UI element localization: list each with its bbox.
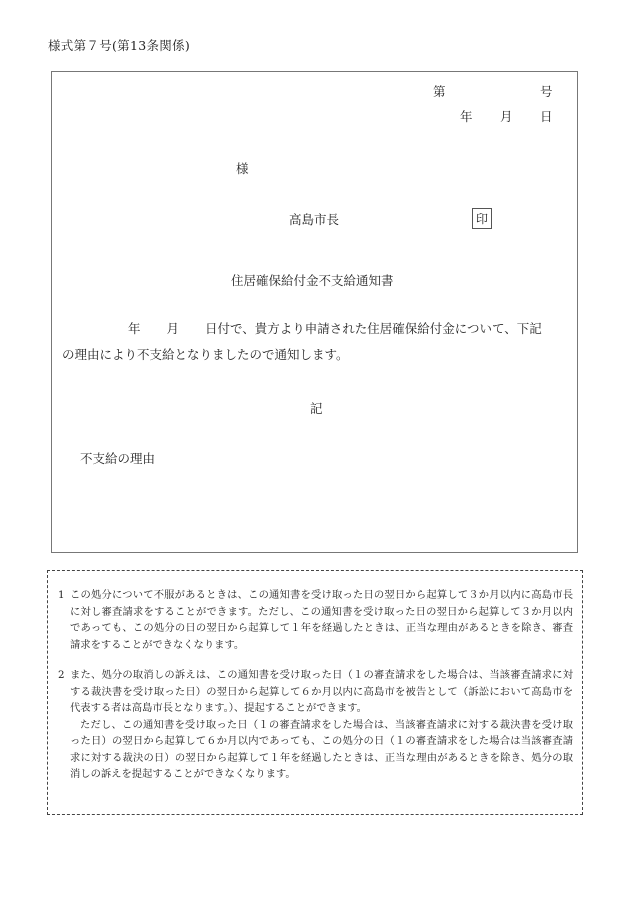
- body-line-1: [62, 316, 562, 342]
- note-2-text: また、処分の取消しの訴えは、この通知書を受け取った日（１の審査請求をした場合は、当該審査請求に対する裁決書を受け取った日）の翌日から起算して６か月以内に高島市を被告として（訴訟において高島市を代表する者は高島市長となります。）、提起することができます。: [70, 669, 573, 714]
- note-item-1: [58, 587, 573, 653]
- date-month-label: 月: [500, 109, 513, 124]
- note-2-number: 2: [58, 669, 65, 681]
- body-paragraph: [62, 316, 562, 368]
- notice-frame: [51, 71, 578, 553]
- document-title: 住居確保給付金不支給通知書: [231, 273, 394, 288]
- addressee-honorific: 様: [236, 161, 249, 176]
- note-1-number: 1: [58, 589, 65, 601]
- reason-label: 不支給の理由: [80, 451, 156, 466]
- number-prefix: 第: [433, 84, 446, 99]
- ki-heading: 記: [310, 401, 323, 416]
- appeal-notice-box: [47, 570, 583, 815]
- note-1-text: この処分について不服があるときは、この通知書を受け取った日の翌日から起算して３か月以内に高島市長に対し審査請求をすることができます。ただし、この通知書を受け取った日の翌日から起算して３か月以内であっても、この処分の日の翌日から起算して１年を経過したときは、正当な理由があるときを除き、審査請求をすることができなくなります。: [70, 589, 573, 651]
- issuer-name: 高島市長: [289, 212, 340, 227]
- body-date-month: 月: [166, 321, 180, 336]
- note-2-proviso: ただし、この通知書を受け取った日（１の審査請求をした場合は、当該審査請求に対する裁決書を受け取った日）の翌日から起算して６か月以内であっても、この処分の日（１の審査請求をした場合は当該審査請求に対する裁決の日）の翌日から起算して１年を経過したときは、正当な理由があるときを除き、処分の取消しの訴えを提起することができなくなります。: [70, 718, 573, 780]
- seal-mark: 印: [472, 208, 492, 229]
- number-suffix: 号: [540, 84, 553, 99]
- note-item-2: [58, 667, 573, 783]
- body-date-year: 年: [128, 321, 141, 336]
- appeal-notes: [58, 587, 573, 783]
- body-line-2: の理由により不支給となりましたので通知します。: [62, 347, 349, 362]
- date-year-label: 年: [460, 109, 473, 124]
- body-line-1-text: 日付で、貴方より申請された住居確保給付金について、下記: [205, 321, 542, 336]
- form-number: 様式第７号(第13条関係): [48, 38, 191, 53]
- date-day-label: 日: [540, 109, 553, 124]
